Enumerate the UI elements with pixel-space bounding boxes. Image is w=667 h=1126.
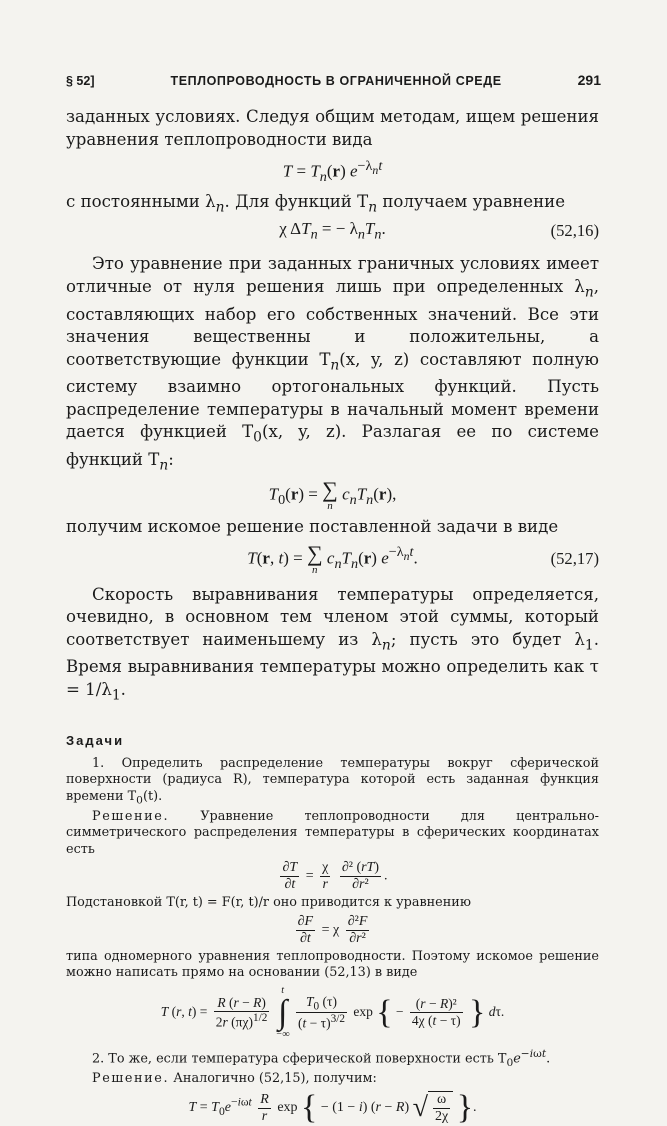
p5-c: . Время выравнивания температуры можно определить как τ = 1/λ [66, 629, 599, 699]
p3-e: : [168, 450, 174, 470]
prob1-c: Уравнение теплопроводности для центрально-симметрического распределения температуры в сферических координатах есть [66, 808, 599, 857]
problem-1-continuation: типа одномерного уравнения теплопроводности. Поэтому искомое решение можно написать прямо на основании (52,13) в виде [66, 948, 599, 981]
paragraph-3: Это уравнение при заданных граничных условиях имеет отличные от нуля решения лишь при определенных $\lambda_n$, составляющих набор его собственных значений. Все эти значения вещественны и положительны, а соответствующие функции $T_n(x$, y, z) составляют полную систему взаимно ортогональных функций. Пусть распределение температуры в начальный момент времени дается функцией $T_0(x$, y, z). Разлагая ее по системе функций $T_n$: [66, 254, 599, 474]
prob2-b: Аналогично (52,15), получим: [169, 1070, 377, 1086]
formula-52-17: T(r, t) = ∑ n $c_nT_n(r)$ $e^{-\lambda_nt}$. (52,17) [247, 540, 599, 576]
prob1-b: (t). [142, 788, 163, 804]
p3-c: (x, y, z) составляют полную систему взаимно ортогональных функций. Пусть распределение температуры в начальный момент времени дается функцией T [66, 349, 599, 442]
problem-2-statement: 2. То же, если температура сферической поверхности есть $T_0e^{-i\omega t}$. [92, 1046, 551, 1069]
p5-d: . [120, 679, 126, 699]
solution-label-1: Решение. [92, 808, 170, 824]
page-number: 291 [577, 72, 601, 88]
p2-a: с постоянными λ [66, 192, 216, 212]
page-body [66, 106, 599, 1125]
prob1-a: 1. Определить распределение температуры вокруг сферической поверхности (радиуса R), температура которой есть заданная функция времени T [66, 755, 599, 804]
equation-number-52-17: (52,17) [550, 549, 599, 568]
p5-a: Скорость выравнивания температуры определяется, очевидно, в основном тем членом этой суммы, который соответствует наименьшему из λ [66, 584, 599, 649]
problem-1-substitution: Подстановкой T(r, t) = F(r, t)/r оно приводится к уравнению [66, 895, 471, 911]
paragraph-2: с постоянными $\lambda_n$. Для функций $T_n$ получаем уравнение [66, 192, 566, 216]
paragraph-1: заданных условиях. Следуя общим методам, ищем решения уравнения теплопроводности вида [66, 107, 599, 149]
header-title: ТЕПЛОПРОВОДНОСТЬ В ОГРАНИЧЕННОЙ СРЕДЕ [170, 74, 502, 88]
p2-b: . Для функций T [224, 192, 369, 212]
header-section: § 52] [66, 74, 95, 88]
p3-b: , составляющих набор его собственных значений. Все эти значения вещественны и положительны, а соответствующие функции T [66, 276, 599, 369]
formula-52-16: χ $\Delta T_n$ = − $\lambda_nT_n$. (52,16) [279, 218, 599, 243]
equation-number-52-16: (52,16) [550, 221, 599, 241]
formula-spherical-heat: $\frac{\partial T}{\partial t}$ = $\frac{\chi}{r}$ $\frac{\text{∂² (rT)}}{\text{∂r²}}$ . [282, 860, 388, 893]
paragraph-5: Скорость выравнивания температуры определяется, очевидно, в основном тем членом этой суммы, который соответствует наименьшему из $\lambda_n$; пусть это будет $\lambda_1$. Время выравнивания температуры можно определить как $\tau = 1/\lambda_1$. [66, 584, 599, 704]
formula-1d-heat: $\frac{\partial F}{\partial t}$ = χ $\frac{\text{∂²F}}{\text{∂r²}}$ [297, 913, 368, 946]
problem-1-solution [66, 809, 599, 859]
formula-separation: $T = T_n(r)$ $e^{-\lambda_nt}$ [282, 158, 383, 186]
p3-a: Это уравнение при заданных граничных условиях имеет отличные от нуля решения лишь при определенных λ [66, 254, 599, 296]
problem-2-solution [66, 1071, 599, 1088]
problems-heading: Задачи [66, 732, 125, 748]
problem-1-statement: 1. Определить распределение температуры вокруг сферической поверхности (радиуса R), температура которой есть заданная функция времени $T_0(t)$. [66, 755, 599, 807]
formula-initial-expansion: $T_0(r)$ = ∑ n $c_nT_n(r)$, [268, 477, 397, 512]
solution-label-2: Решение. [92, 1070, 170, 1086]
p5-b: ; пусть это будет λ [390, 629, 585, 649]
formula-problem-1-solution: T (r, t) = $\frac{R (r - R)}{2r (\pi\chi)^{1/2}}$ t ∫ −∞ $\frac{T_0 (\tau)}{(t - \tau)^{3/2}}$ exp { − $\frac{\text{(r − R)²}}{4\chi (t - \tau)}$ } dτ. [160, 984, 505, 1040]
formula-problem-2-solution: $T = T_0e^{-i\omega t}$ $\frac{R}{r}$ exp { − (1 − i) (r − R) √ $\frac{\omega}{2\chi}$ }. [188, 1089, 477, 1126]
prob2-a: 2. То же, если температура сферической поверхности есть T [92, 1050, 507, 1066]
p2-c: получаем уравнение [377, 192, 566, 212]
running-header [66, 72, 601, 88]
p3-d: (x, y, z). Разлагая ее по системе функций T [66, 422, 599, 470]
paragraph-4: получим искомое решение поставленной задачи в виде [66, 517, 559, 536]
